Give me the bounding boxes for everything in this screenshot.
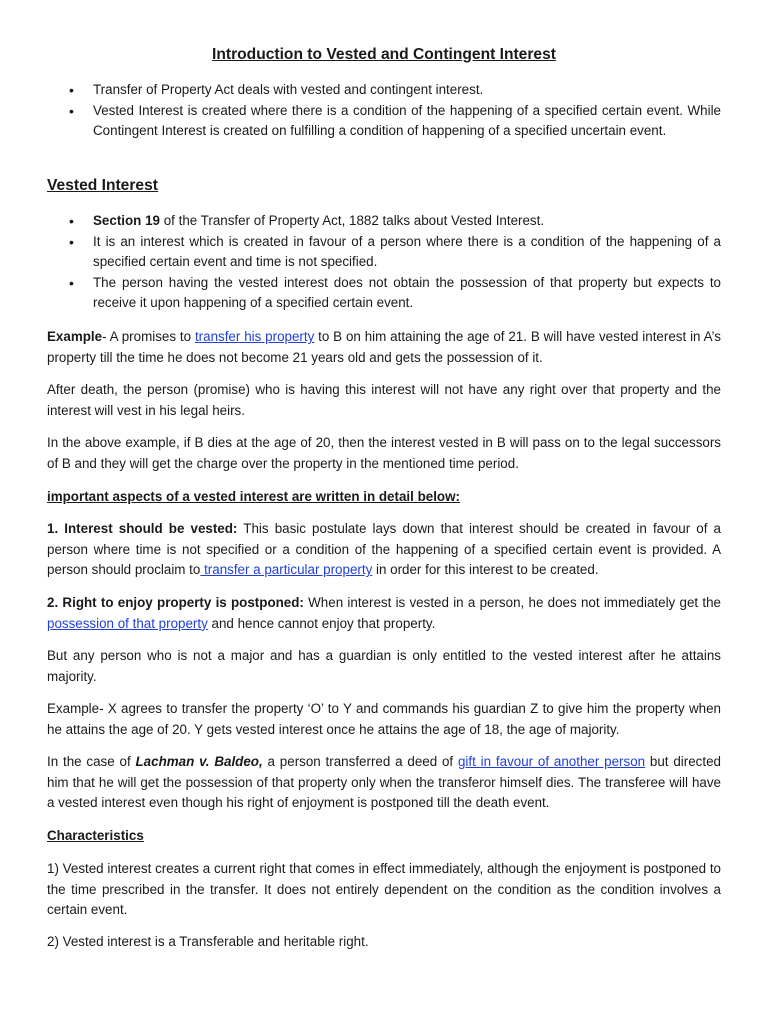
document-title: Introduction to Vested and Contingent Interest [212, 46, 556, 63]
transfer-his-property-link[interactable]: transfer his property [194, 329, 315, 344]
intro-bullet-2: • Vested Interest is created where there is a condition of the happening of a specified certain event. While Contingent Interest is created on fulfilling a condition of happening of a specified uncertain event. [47, 101, 721, 142]
intro-bullet-1: • Transfer of Property Act deals with vested and contingent interest. [47, 80, 721, 101]
vested-bullet-2: • It is an interest which is created in favour of a person where there is a condition of the happening of a specified certain event and time is not specified. [47, 232, 721, 273]
vested-bullet-1 [47, 211, 721, 232]
aspect-1-post: in order for this interest to be created. [372, 562, 599, 578]
case-post: but directed him that he will get the possession of that property only when the transferor himself dies. The transferee will have a vested interest even though his right of enjoyment is postponed till the death event. [47, 754, 721, 811]
section-19-label: Section 19 [93, 213, 160, 228]
vested-interest-heading: Vested Interest [47, 177, 158, 194]
after-death-text: After death, the person (promise) who is having this interest will not have any right over that property and the interest will vest in his legal heirs. [47, 382, 721, 418]
case-name: Lachman v. Baldeo, [135, 754, 263, 769]
after-death-paragraph [47, 380, 721, 421]
example-1-pre: - A promises to [102, 329, 195, 344]
guardian-text: But any person who is not a major and has a guardian is only entitled to the vested interest after he attains majority. [47, 648, 721, 684]
aspects-heading-text: important aspects of a vested interest are written in detail below: [47, 489, 460, 504]
characteristic-2 [47, 932, 721, 953]
characteristic-2-text: 2) Vested interest is a Transferable and heritable right. [47, 934, 369, 949]
above-example-paragraph [47, 433, 721, 474]
vested-bullet-3: • The person having the vested interest does not obtain the possession of that property but expects to receive it upon happening of a specified certain event. [47, 273, 721, 314]
characteristics-heading-text: Characteristics [47, 828, 144, 843]
case-pre: In the case of [47, 754, 136, 769]
above-example-text: In the above example, if B dies at the age of 20, then the interest vested in B will pass on to the legal successors of B and they will get the charge over the property in the mentioned time period. [47, 435, 721, 471]
intro-bullets [47, 80, 721, 142]
aspect-2-post: and hence cannot enjoy that property. [207, 615, 436, 631]
vested-bullet-1-text: of the Transfer of Property Act, 1882 talks about Vested Interest. [159, 213, 545, 228]
example-1-paragraph [47, 327, 721, 368]
aspect-2-label: 2. Right to enjoy property is postponed: [47, 595, 304, 610]
gift-in-favour-link[interactable]: gift in favour of another person [457, 754, 646, 769]
aspect-1-text: This basic postulate lays down that interest should be created in favour of a person where time is not specified or a condition of the happening of a specified certain event is provided. A person should proclaim to [47, 521, 722, 578]
example-1-post: to B on him attaining the age of 21. B will have vested interest in A’s property till the time he does not become 21 years old and gets the possession of it. [47, 329, 721, 365]
aspect-1-paragraph [47, 519, 721, 581]
example-2-paragraph [47, 699, 721, 740]
aspect-1-label: 1. Interest should be vested: [47, 521, 238, 536]
characteristics-heading [47, 826, 721, 847]
example-label: Example [47, 329, 103, 344]
possession-of-property-link[interactable]: possession of that property [47, 615, 208, 631]
aspect-2-text: When interest is vested in a person, he does not immediately get the [303, 595, 721, 610]
aspects-heading [47, 487, 721, 508]
characteristic-1-text: 1) Vested interest creates a current right that comes in effect immediately, although the enjoyment is postponed to the time prescribed in the transfer. It does not entirely dependent on the condition as the condition involves a certain event. [47, 861, 721, 918]
case-paragraph [47, 752, 721, 814]
characteristic-1 [47, 859, 721, 921]
guardian-paragraph [47, 646, 721, 687]
example-2-text: Example- X agrees to transfer the property ‘O’ to Y and commands his guardian Z to give him the property when he attains the age of 20. Y gets vested interest once he attains the age of 18, the age of majority. [47, 701, 721, 737]
case-mid: a person transferred a deed of [262, 754, 458, 769]
aspect-2-paragraph [47, 593, 721, 634]
vested-bullets [47, 211, 721, 314]
transfer-particular-property-link[interactable]: transfer a particular property [200, 562, 373, 578]
